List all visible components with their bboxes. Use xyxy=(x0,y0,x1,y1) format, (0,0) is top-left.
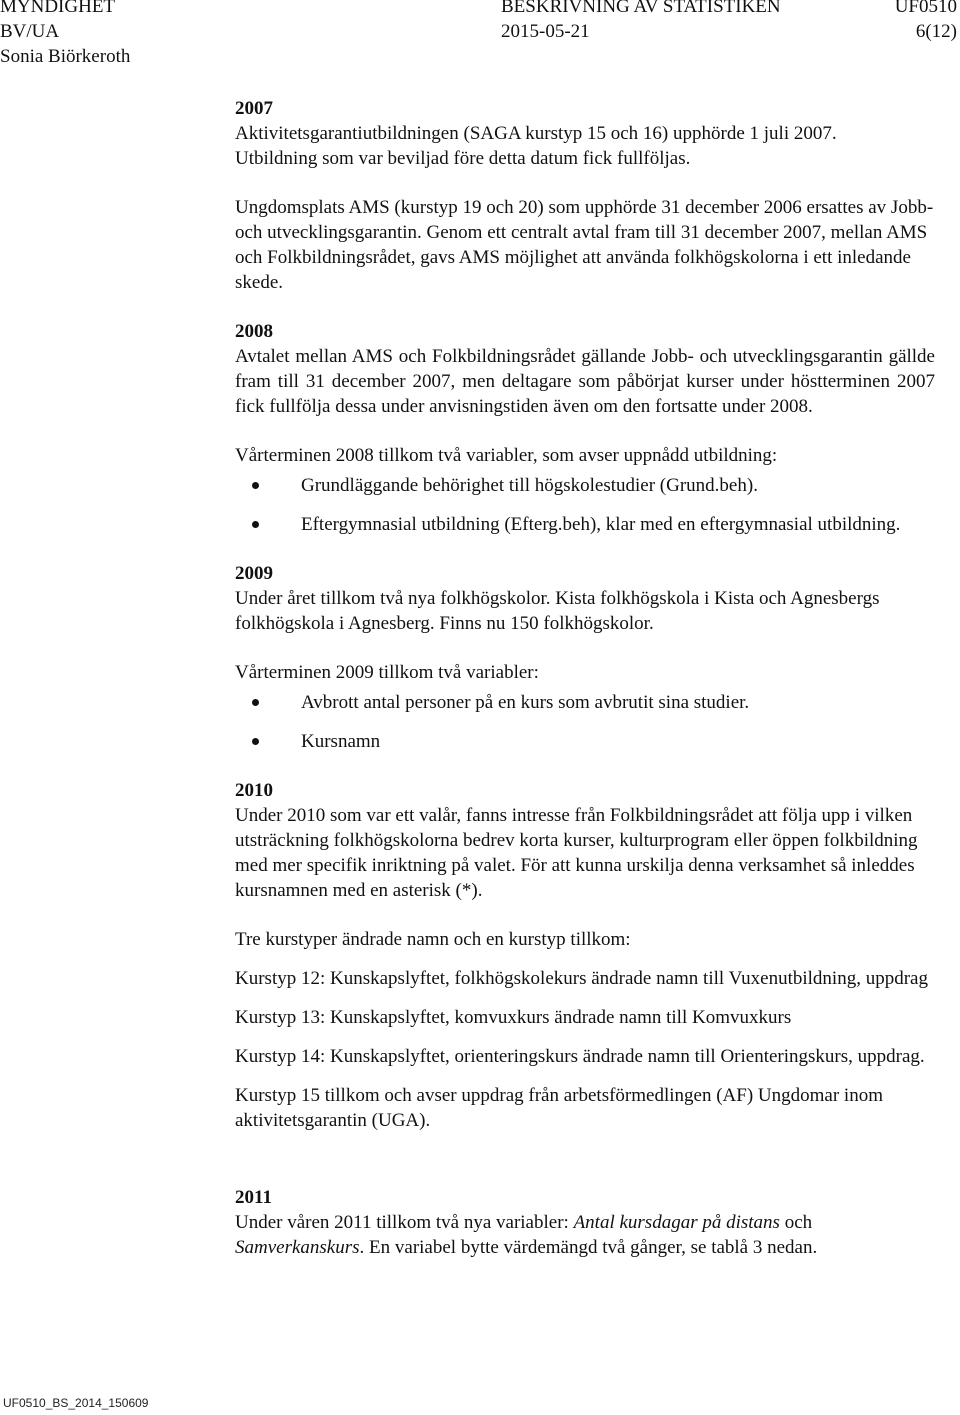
paragraph-2007-2: Ungdomsplats AMS (kurstyp 19 och 20) som upphörde 31 december 2006 ersattes av Jobb- och utvecklingsgarantin. Genom ett centralt avtal fram till 31 december 2007, mellan AMS och Folkbildningsrådet, gavs AMS möjlighet att använda folkhögskolorna i ett inledande skede. xyxy=(235,197,934,293)
paragraph-2007-1-line1: Aktivitetsgarantiutbildningen (SAGA kurstyp 15 och 16) upphörde 1 juli 2007. xyxy=(235,123,837,144)
list-item: Avbrott antal personer på en kurs som avbrutit sina studier. xyxy=(235,690,935,715)
section-2010 xyxy=(235,778,935,1133)
year-heading-2009: 2009 xyxy=(235,563,273,584)
paragraph-2007-1 xyxy=(235,121,935,171)
header-dept: BV/UA xyxy=(0,21,60,42)
header-page-number: 6(12) xyxy=(915,21,957,42)
bullet-icon xyxy=(252,699,259,706)
variable-name-samverkanskurs: Samverkanskurs xyxy=(235,1237,360,1258)
section-2011 xyxy=(235,1185,935,1260)
section-2008 xyxy=(235,319,935,537)
paragraph-2008-1: Avtalet mellan AMS och Folkbildningsrådet gällande Jobb- och utvecklingsgarantin gällde fram till 31 december 2007, men deltagare som påbörjat kurser under höstterminen 2007 fick fullfölja dessa under anvisningstiden även om den fortsatte under 2008. xyxy=(235,346,935,417)
list-item: Grundläggande behörighet till högskolestudier (Grund.beh). xyxy=(235,473,935,498)
bullet-icon xyxy=(252,482,259,489)
paragraph-2007-1-line2: Utbildning som var beviljad före detta datum fick fullföljas. xyxy=(235,148,691,169)
header-date: 2015-05-21 xyxy=(501,21,590,42)
header-doc-title: BESKRIVNING AV STATISTIKEN xyxy=(501,0,781,17)
year-heading-2011: 2011 xyxy=(235,1187,272,1208)
page-header xyxy=(0,0,960,69)
bullet-list-2008 xyxy=(235,473,935,537)
bullet-icon xyxy=(252,521,259,528)
kurstyp-12-note: Kurstyp 12: Kunskapslyftet, folkhögskolekurs ändrade namn till Vuxenutbildning, uppdrag xyxy=(235,968,928,989)
list-item: Eftergymnasial utbildning (Efterg.beh), klar med en eftergymnasial utbildning. xyxy=(235,512,935,537)
year-heading-2010: 2010 xyxy=(235,780,273,801)
header-org: MYNDIGHET xyxy=(0,0,116,17)
paragraph-2009-1: Under året tillkom två nya folkhögskolor. Kista folkhögskola i Kista och Agnesbergs folkhögskola i Agnesberg. Finns nu 150 folkhögskolor. xyxy=(235,588,880,634)
variable-name-distans: Antal kursdagar på distans xyxy=(573,1212,780,1233)
kurstyp-14-note: Kurstyp 14: Kunskapslyftet, orienteringskurs ändrade namn till Orienteringskurs, uppdrag. xyxy=(235,1046,925,1067)
paragraph-2011-1: Under våren 2011 tillkom två nya variabler: Antal kursdagar på distans och Samverkanskurs. En variabel bytte värdemängd två gånger, se tablå 3 nedan. xyxy=(235,1212,818,1258)
section-2007 xyxy=(235,96,935,295)
paragraph-2010-1: Under 2010 som var ett valår, fanns intresse från Folkbildningsrådet att följa upp i vilken utsträckning folkhögskolorna bedrev korta kurser, kulturprogram eller öppen folkbildning med mer specifik inriktning på valet. För att kunna urskilja denna verksamhet så inleddes kursnamnen med en asterisk (*). xyxy=(235,805,918,901)
paragraph-2009-2: Vårterminen 2009 tillkom två variabler: xyxy=(235,662,539,683)
page-footer: UF0510_BS_2014_150609 xyxy=(3,1396,149,1410)
document-body xyxy=(235,96,935,1260)
year-heading-2007: 2007 xyxy=(235,98,273,119)
header-doc-code: UF0510 xyxy=(894,0,957,17)
paragraph-2010-2: Tre kurstyper ändrade namn och en kurstyp tillkom: xyxy=(235,929,631,950)
bullet-icon xyxy=(252,738,259,745)
header-author: Sonia Biörkeroth xyxy=(0,46,131,67)
list-item: Kursnamn xyxy=(235,729,935,754)
section-2009 xyxy=(235,561,935,754)
paragraph-2008-2: Vårterminen 2008 tillkom två variabler, som avser uppnådd utbildning: xyxy=(235,445,778,466)
kurstyp-15-note: Kurstyp 15 tillkom och avser uppdrag från arbetsförmedlingen (AF) Ungdomar inom aktivitetsgarantin (UGA). xyxy=(235,1085,883,1131)
kurstyp-13-note: Kurstyp 13: Kunskapslyftet, komvuxkurs ändrade namn till Komvuxkurs xyxy=(235,1007,792,1028)
bullet-list-2009 xyxy=(235,690,935,754)
year-heading-2008: 2008 xyxy=(235,321,273,342)
